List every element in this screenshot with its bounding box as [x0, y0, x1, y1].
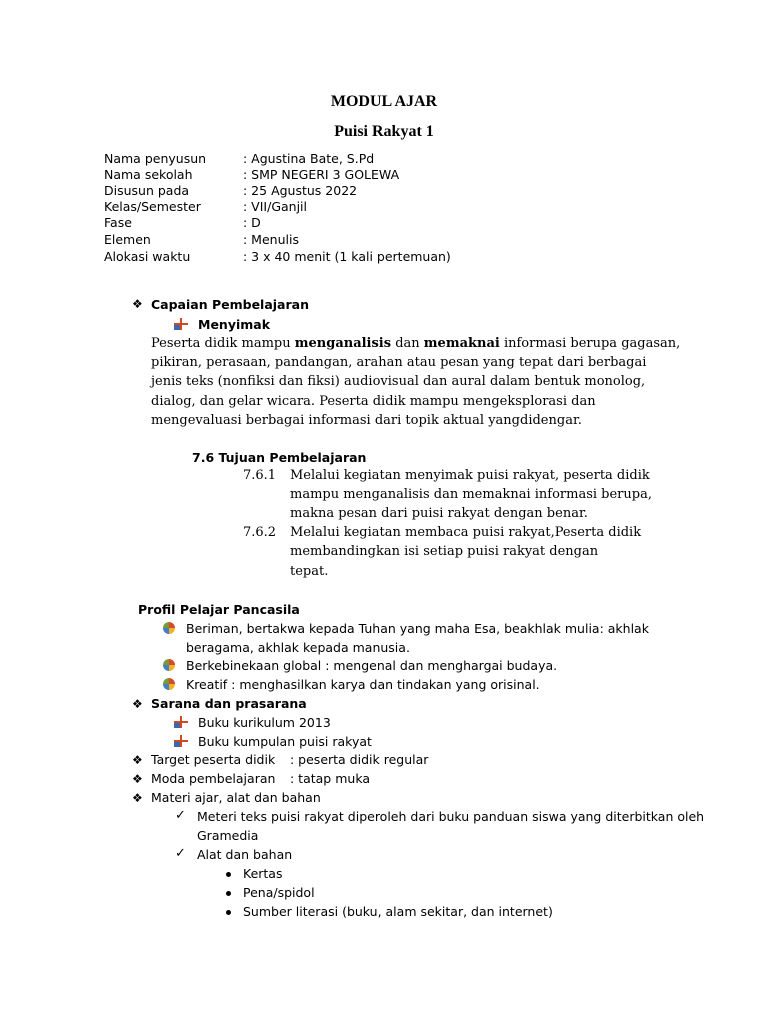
meta-label: Elemen: [104, 232, 151, 247]
meta-value: : D: [243, 215, 261, 230]
sarana-item: Buku kumpulan puisi rakyat: [198, 734, 372, 749]
sarana-heading: Sarana dan prasarana: [151, 696, 307, 711]
meta-value: : SMP NEGERI 3 GOLEWA: [243, 167, 400, 182]
meta-label: Nama sekolah: [104, 167, 193, 182]
tujuan-number: 7.6.2: [243, 525, 277, 540]
sarana-item: Buku kurikulum 2013: [198, 715, 331, 730]
alat-heading: Alat dan bahan: [197, 847, 293, 862]
bullet-dot: [226, 910, 231, 915]
capaian-paragraph: [151, 334, 681, 430]
materi-heading: Materi ajar, alat dan bahan: [151, 790, 321, 805]
moda-value: : tatap muka: [290, 771, 370, 786]
moda-label: Moda pembelajaran: [151, 771, 276, 786]
target-label: Target peserta didik: [151, 752, 276, 767]
menyimak-heading: Menyimak: [198, 317, 271, 332]
meta-label: Kelas/Semester: [104, 199, 201, 214]
diamond-bullet-icon: ❖: [132, 697, 143, 711]
meta-value: : 25 Agustus 2022: [243, 183, 358, 198]
meta-value: : Agustina Bate, S.Pd: [243, 151, 375, 166]
tujuan-number: 7.6.1: [243, 468, 277, 483]
diamond-bullet-icon: ❖: [132, 772, 143, 786]
tujuan-line: membandingkan isi setiap puisi rakyat dengan: [290, 544, 599, 559]
materi-item: Meteri teks puisi rakyat diperoleh dari buku panduan siswa yang diterbitkan oleh: [197, 809, 705, 824]
tujuan-line: mampu menganalisis dan memaknai informasi berupa,: [290, 487, 652, 502]
paragraph-bold-text: menganalisis: [294, 336, 392, 351]
tujuan-line: makna pesan dari puisi rakyat dengan benar.: [290, 506, 588, 521]
profil-item: Kreatif : menghasilkan karya dan tindakan yang orisinal.: [186, 677, 540, 692]
pie-bullet-icon: [163, 622, 175, 634]
profil-heading: Profil Pelajar Pancasila: [138, 602, 300, 617]
bullet-dot: [226, 872, 231, 877]
profil-item: Beriman, bertakwa kepada Tuhan yang maha Esa, beakhlak mulia: akhlak: [186, 621, 649, 636]
paragraph-text: Peserta didik mampu: [151, 336, 295, 351]
pie-bullet-icon: [163, 678, 175, 690]
meta-value: : 3 x 40 menit (1 kali pertemuan): [243, 249, 451, 264]
diamond-bullet-icon: ❖: [132, 753, 143, 767]
tujuan-line: Melalui kegiatan membaca puisi rakyat,Peserta didik: [290, 525, 642, 540]
meta-value: : VII/Ganjil: [243, 199, 308, 214]
alat-item: Sumber literasi (buku, alam sekitar, dan internet): [243, 904, 553, 919]
pie-bullet-icon: [163, 659, 175, 671]
meta-label: Fase: [104, 215, 132, 230]
tujuan-line: Melalui kegiatan menyimak puisi rakyat, peserta didik: [290, 468, 650, 483]
alat-item: Pena/spidol: [243, 885, 315, 900]
doc-subtitle: Puisi Rakyat 1: [334, 123, 434, 140]
plus-bullet-icon: [174, 735, 188, 747]
tujuan-line: tepat.: [290, 564, 329, 579]
plus-bullet-icon: [174, 716, 188, 728]
meta-label: Alokasi waktu: [104, 249, 191, 264]
checkmark-icon: ✓: [175, 846, 186, 861]
doc-title: MODUL AJAR: [330, 93, 438, 110]
alat-item: Kertas: [243, 866, 283, 881]
capaian-heading: Capaian Pembelajaran: [151, 297, 309, 312]
profil-item: Berkebinekaan global : mengenal dan menghargai budaya.: [186, 658, 558, 673]
meta-label: Disusun pada: [104, 183, 190, 198]
materi-item-continued: Gramedia: [197, 828, 259, 843]
paragraph-text: informasi berupa gagasan, pikiran, perasaan, pandangan, arahan atau pesan yang tepat dari berbagai jenis teks (nonfiksi dan fiksi) audiovisual dan aural dalam bentuk monolog, dialog, dan gelar wicara. Peserta didik mampu mengeksplorasi dan mengevaluasi berbagai informasi dari topik aktual yangdidengar.: [151, 336, 681, 428]
plus-bullet-icon: [174, 318, 188, 330]
diamond-bullet-icon: ❖: [132, 297, 143, 311]
meta-value: : Menulis: [243, 232, 299, 247]
bullet-dot: [226, 891, 231, 896]
target-value: : peserta didik regular: [290, 752, 429, 767]
paragraph-text: dan: [391, 336, 424, 351]
diamond-bullet-icon: ❖: [132, 791, 143, 805]
tujuan-heading: 7.6 Tujuan Pembelajaran: [192, 450, 367, 465]
paragraph-bold-text: memaknai: [423, 336, 500, 351]
meta-label: Nama penyusun: [104, 151, 207, 166]
checkmark-icon: ✓: [175, 808, 186, 823]
profil-item-continued: beragama, akhlak kepada manusia.: [186, 640, 410, 655]
